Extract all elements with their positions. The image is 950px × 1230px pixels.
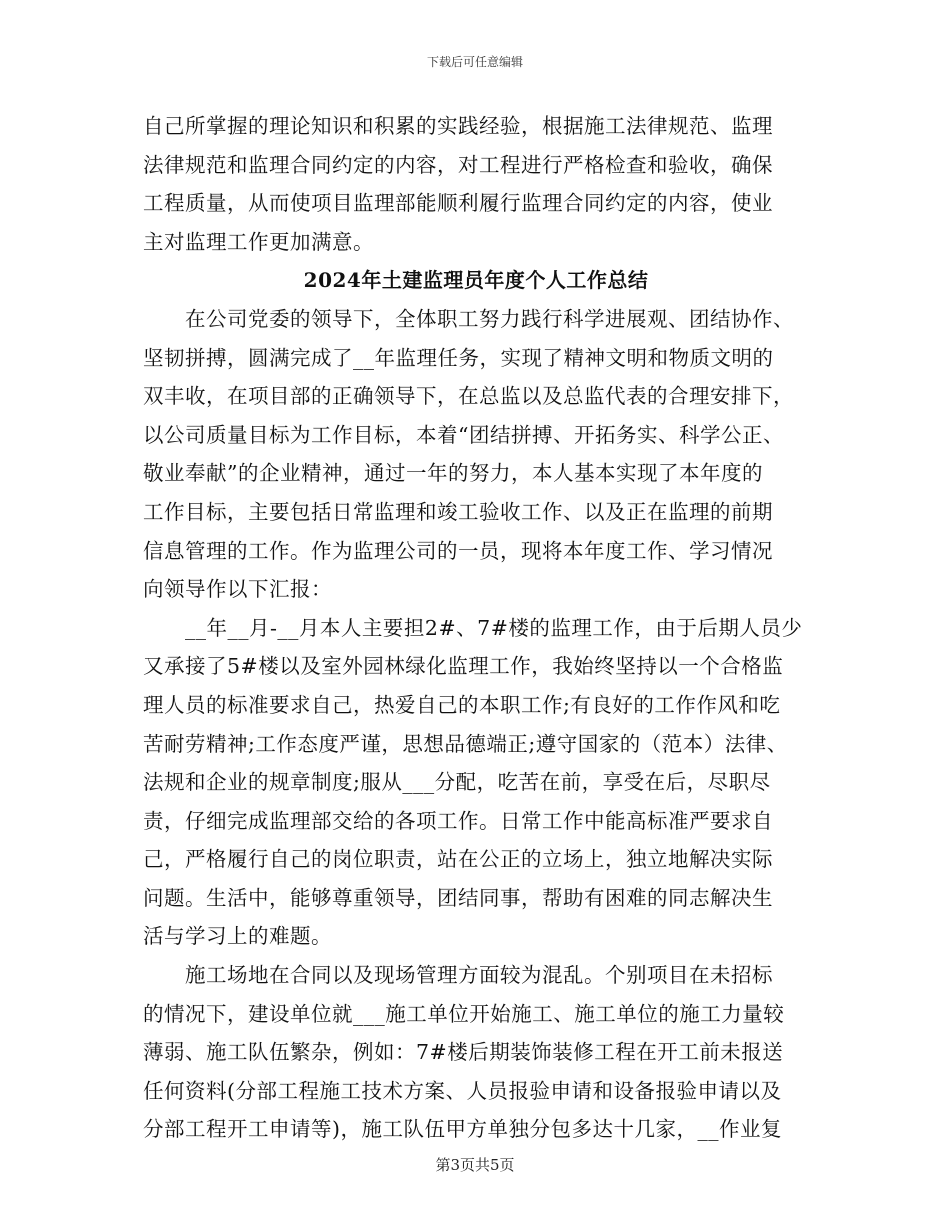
text-line: 工作目标，主要包括日常监理和竣工验收工作、以及正在监理的前期: [143, 499, 773, 524]
text-line: 向领导作以下汇报：: [143, 577, 332, 602]
text-line: 活与学习上的难题。: [143, 924, 332, 949]
text-line: 自己所掌握的理论知识和积累的实践经验，根据施工法律规范、监理: [143, 114, 773, 138]
text-line: __年__月-__月本人主要担2#、7#楼的监理工作，由于后期人员少: [185, 615, 803, 640]
text-line: 分部工程开工申请等)，施工队伍甲方单独分包多达十几家，__作业复: [143, 1117, 782, 1142]
text-line: 的情况下，建设单位就___施工单位开始施工、施工单位的施工力量较: [143, 1001, 785, 1026]
text-line: 苦耐劳精神;工作态度严谨，思想品德端正;遵守国家的（范本）法律、: [143, 731, 788, 756]
text-line: 己，严格履行自己的岗位职责，站在公正的立场上，独立地解决实际: [143, 847, 773, 872]
text-line: 以公司质量目标为工作目标，本着“团结拼搏、开拓务实、科学公正、: [143, 422, 784, 447]
text-line: 法律规范和监理合同约定的内容，对工程进行严格检查和验收，确保: [143, 152, 773, 177]
text-line: 薄弱、施工队伍繁杂，例如：7#楼后期装饰装修工程在开工前未报送: [143, 1040, 784, 1065]
text-line: 主对监理工作更加满意。: [143, 229, 374, 254]
text-line: 在公司党委的领导下，全体职工努力践行科学进展观、团结协作、: [185, 306, 794, 331]
text-line: 信息管理的工作。作为监理公司的一员，现将本年度工作、学习情况: [143, 538, 773, 563]
text-line: 问题。生活中，能够尊重领导，团结同事，帮助有困难的同志解决生: [143, 885, 773, 910]
text-line: 理人员的标准要求自己，热爱自己的本职工作;有良好的工作作风和吃: [143, 692, 781, 717]
text-line: 施工场地在合同以及现场管理方面较为混乱。个别项目在未招标: [185, 963, 773, 988]
text-line: 任何资料(分部工程施工技术方案、人员报验申请和设备报验申请以及: [143, 1078, 782, 1103]
text-line: 敬业奉献”的企业精神，通过一年的努力，本人基本实现了本年度的: [143, 461, 763, 486]
page-number: 第3页共5页: [435, 1156, 515, 1174]
page-header: 下载后可任意编辑: [426, 55, 523, 69]
document-title: 2024年土建监理员年度个人工作总结: [303, 268, 649, 293]
text-line: 工程质量，从而使项目监理部能顺利履行监理合同约定的内容，使业: [143, 191, 773, 216]
text-line: 责，仔细完成监理部交给的各项工作。日常工作中能高标准严要求自: [143, 808, 773, 833]
text-line: 双丰收，在项目部的正确领导下，在总监以及总监代表的合理安排下，: [143, 384, 794, 409]
text-line: 法规和企业的规章制度;服从___分配，吃苦在前，享受在后，尽职尽: [143, 770, 771, 795]
document-body: [143, 107, 809, 1149]
text-line: 坚韧拼搏，圆满完成了__年监理任务，实现了精神文明和物质文明的: [143, 345, 774, 370]
text-line: 又承接了5#楼以及室外园林绿化监理工作，我始终坚持以一个合格监: [143, 654, 784, 679]
